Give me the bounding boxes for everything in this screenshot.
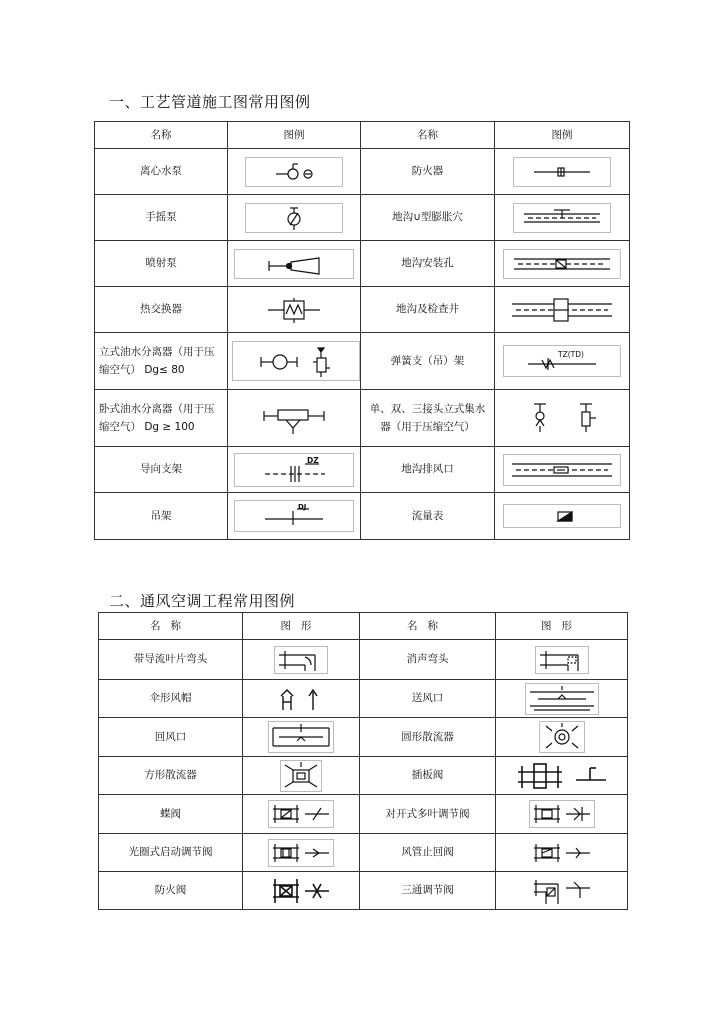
spring-support-icon bbox=[503, 345, 621, 377]
item-name: 带导流叶片弯头 bbox=[99, 640, 243, 680]
table-row bbox=[99, 640, 628, 680]
item-name: 热交换器 bbox=[95, 287, 228, 333]
item-name: 防火阀 bbox=[99, 872, 243, 910]
umbrella-cap-icon bbox=[274, 685, 328, 713]
header-symbol: 图例 bbox=[228, 122, 361, 149]
guide-support-icon bbox=[234, 453, 354, 487]
header-name: 名称 bbox=[95, 122, 228, 149]
item-name: 地沟排风口 bbox=[361, 447, 495, 493]
item-name: 三通调节阀 bbox=[360, 872, 496, 910]
trench-u-expansion-icon bbox=[513, 203, 611, 233]
item-name: 吊架 bbox=[95, 493, 228, 540]
round-diffuser-icon bbox=[539, 721, 585, 753]
item-name: 方形散流器 bbox=[99, 757, 243, 795]
table-header-row bbox=[99, 613, 628, 640]
header-name: 名称 bbox=[360, 613, 496, 640]
item-name: 伞形风帽 bbox=[99, 680, 243, 718]
item-name: 导向支架 bbox=[95, 447, 228, 493]
table-row bbox=[95, 493, 630, 540]
item-name: 单、双、三接头立式集水器（用于压缩空气） bbox=[361, 390, 495, 447]
hvac-legend-table bbox=[98, 612, 628, 910]
vertical-separator-icon bbox=[232, 341, 360, 381]
item-name: 地沟安装孔 bbox=[361, 241, 495, 287]
tz-label: TZ(TD) bbox=[558, 350, 584, 359]
duct-check-valve-icon bbox=[529, 839, 595, 867]
item-name: 离心水泵 bbox=[95, 149, 228, 195]
flow-meter-icon bbox=[503, 504, 621, 528]
header-name: 名称 bbox=[99, 613, 243, 640]
jet-pump-icon bbox=[234, 249, 354, 279]
header-symbol: 图例 bbox=[495, 122, 630, 149]
slide-damper-icon bbox=[513, 759, 611, 793]
butterfly-valve-icon bbox=[268, 800, 334, 828]
section1-title: 一、工艺管道施工图常用图例 bbox=[109, 93, 311, 111]
item-name: 光圈式启动调节阀 bbox=[99, 834, 243, 872]
item-name: 送风口 bbox=[360, 680, 496, 718]
item-name: 喷射泵 bbox=[95, 241, 228, 287]
table-row bbox=[99, 680, 628, 718]
dj-label: DJ bbox=[298, 503, 307, 511]
flame-arrester-icon bbox=[513, 157, 611, 187]
hand-pump-icon bbox=[245, 203, 343, 233]
header-name: 名称 bbox=[361, 122, 495, 149]
item-name: 流量表 bbox=[361, 493, 495, 540]
trench-install-hole-icon bbox=[503, 249, 621, 279]
guide-vane-elbow-icon bbox=[274, 646, 328, 674]
item-name: 回风口 bbox=[99, 718, 243, 757]
heat-exchanger-icon bbox=[245, 295, 343, 325]
item-name: 对开式多叶调节阀 bbox=[360, 795, 496, 834]
hanger-icon bbox=[234, 500, 354, 532]
item-name: 弹簧支（吊）架 bbox=[361, 333, 495, 390]
item-name: 手摇泵 bbox=[95, 195, 228, 241]
three-way-damper-icon bbox=[529, 875, 595, 907]
table-row bbox=[95, 333, 630, 390]
table-row bbox=[99, 757, 628, 795]
item-name: 卧式油水分离器（用于压缩空气） Dg ≥ 100 bbox=[95, 390, 228, 447]
fire-damper-icon bbox=[268, 875, 334, 907]
process-piping-legend-table bbox=[94, 121, 630, 540]
item-name: 圆形散流器 bbox=[360, 718, 496, 757]
item-name: 蝶阀 bbox=[99, 795, 243, 834]
table-row bbox=[99, 834, 628, 872]
silencer-elbow-icon bbox=[535, 646, 589, 674]
table-row bbox=[99, 718, 628, 757]
iris-damper-icon bbox=[268, 839, 334, 867]
table-row bbox=[95, 287, 630, 333]
table-row bbox=[99, 872, 628, 910]
table-row bbox=[95, 447, 630, 493]
item-name: 立式油水分离器（用于压缩空气） Dg≤ 80 bbox=[95, 333, 228, 390]
supply-outlet-icon bbox=[525, 683, 599, 715]
header-symbol: 图形 bbox=[496, 613, 628, 640]
item-name: 插板阀 bbox=[360, 757, 496, 795]
return-outlet-icon bbox=[268, 721, 334, 753]
trench-vent-icon bbox=[503, 454, 621, 486]
dz-label: DZ bbox=[307, 455, 319, 465]
section2-title: 二、通风空调工程常用图例 bbox=[109, 592, 296, 610]
header-symbol: 图形 bbox=[243, 613, 360, 640]
item-name: 地沟∪型膨胀穴 bbox=[361, 195, 495, 241]
table-header-row bbox=[95, 122, 630, 149]
multi-blade-damper-icon bbox=[529, 800, 595, 828]
table-row bbox=[95, 195, 630, 241]
table-row bbox=[95, 241, 630, 287]
item-name: 风管止回阀 bbox=[360, 834, 496, 872]
table-row bbox=[95, 149, 630, 195]
table-row bbox=[99, 795, 628, 834]
item-name: 地沟及检查井 bbox=[361, 287, 495, 333]
table-row bbox=[95, 390, 630, 447]
trench-inspection-well-icon bbox=[503, 295, 621, 325]
square-diffuser-icon bbox=[280, 760, 322, 792]
item-name: 防火器 bbox=[361, 149, 495, 195]
centrifugal-pump-icon bbox=[245, 157, 343, 187]
horizontal-separator-icon bbox=[233, 397, 355, 439]
vertical-collector-icon bbox=[503, 395, 621, 441]
item-name: 消声弯头 bbox=[360, 640, 496, 680]
